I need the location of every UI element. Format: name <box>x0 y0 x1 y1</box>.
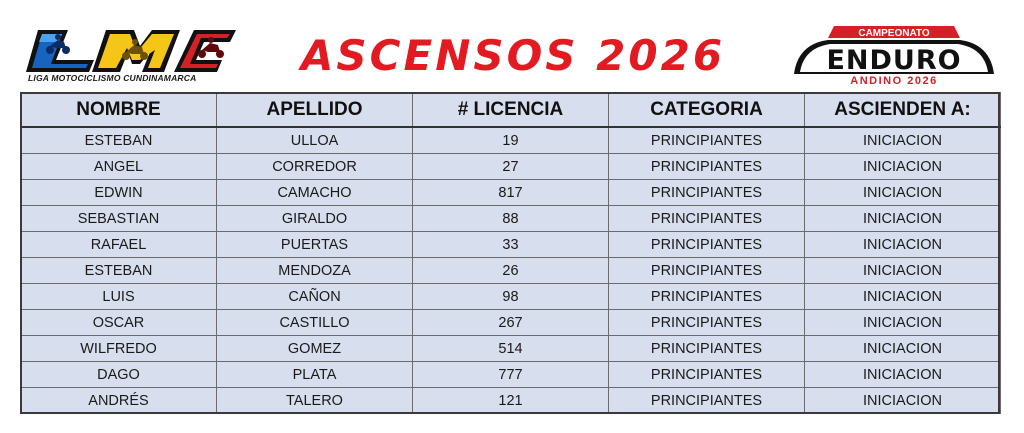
cell-nombre: RAFAEL <box>21 232 217 258</box>
cell-ascienden: INICIACION <box>805 284 1001 310</box>
cell-categoria: PRINCIPIANTES <box>609 362 805 388</box>
cell-licencia: 19 <box>413 127 609 154</box>
cell-categoria: PRINCIPIANTES <box>609 206 805 232</box>
page-title: ASCENSOS 2026 <box>300 31 726 80</box>
cell-licencia: 88 <box>413 206 609 232</box>
cell-categoria: PRINCIPIANTES <box>609 388 805 414</box>
cell-ascienden: INICIACION <box>805 258 1001 284</box>
cell-nombre: ESTEBAN <box>21 258 217 284</box>
cell-licencia: 98 <box>413 284 609 310</box>
cell-categoria: PRINCIPIANTES <box>609 127 805 154</box>
enduro-logo <box>788 24 1000 88</box>
cell-ascienden: INICIACION <box>805 154 1001 180</box>
table-row <box>21 362 1001 388</box>
cell-ascienden: INICIACION <box>805 206 1001 232</box>
cell-apellido: CAÑON <box>217 284 413 310</box>
cell-categoria: PRINCIPIANTES <box>609 180 805 206</box>
cell-categoria: PRINCIPIANTES <box>609 310 805 336</box>
cell-categoria: PRINCIPIANTES <box>609 232 805 258</box>
column-header-licencia: # LICENCIA <box>413 93 609 128</box>
cell-ascienden: INICIACION <box>805 388 1001 414</box>
cell-nombre: LUIS <box>21 284 217 310</box>
cell-ascienden: INICIACION <box>805 336 1001 362</box>
column-header-categoria: CATEGORIA <box>609 93 805 128</box>
table-row <box>21 206 1001 232</box>
cell-nombre: OSCAR <box>21 310 217 336</box>
table-row <box>21 284 1001 310</box>
cell-licencia: 267 <box>413 310 609 336</box>
cell-categoria: PRINCIPIANTES <box>609 258 805 284</box>
cell-categoria: PRINCIPIANTES <box>609 154 805 180</box>
cell-apellido: TALERO <box>217 388 413 414</box>
cell-apellido: CASTILLO <box>217 310 413 336</box>
enduro-logo-graphic <box>788 24 1000 88</box>
cell-ascienden: INICIACION <box>805 127 1001 154</box>
table-row <box>21 258 1001 284</box>
table-header-row <box>21 93 1001 128</box>
cell-ascienden: INICIACION <box>805 362 1001 388</box>
cell-nombre: ANGEL <box>21 154 217 180</box>
cell-ascienden: INICIACION <box>805 232 1001 258</box>
cell-apellido: CAMACHO <box>217 180 413 206</box>
enduro-bottom-text: ANDINO 2026 <box>850 75 938 87</box>
table-row <box>21 232 1001 258</box>
ascensos-table-container <box>20 92 1000 414</box>
table-row <box>21 180 1001 206</box>
ascensos-table <box>20 92 1001 414</box>
table-row <box>21 154 1001 180</box>
cell-licencia: 27 <box>413 154 609 180</box>
column-header-nombre: NOMBRE <box>21 93 217 128</box>
cell-apellido: PLATA <box>217 362 413 388</box>
cell-nombre: ANDRÉS <box>21 388 217 414</box>
cell-apellido: CORREDOR <box>217 154 413 180</box>
column-header-ascienden: ASCIENDEN A: <box>805 93 1001 128</box>
cell-licencia: 777 <box>413 362 609 388</box>
table-row <box>21 127 1001 154</box>
cell-nombre: DAGO <box>21 362 217 388</box>
lmc-subtitle: LIGA MOTOCICLISMO CUNDINAMARCA <box>28 73 197 83</box>
table-row <box>21 336 1001 362</box>
table-row <box>21 388 1001 414</box>
cell-ascienden: INICIACION <box>805 180 1001 206</box>
cell-apellido: MENDOZA <box>217 258 413 284</box>
cell-categoria: PRINCIPIANTES <box>609 284 805 310</box>
enduro-main-text: ENDURO <box>826 45 962 76</box>
cell-nombre: ESTEBAN <box>21 127 217 154</box>
cell-licencia: 33 <box>413 232 609 258</box>
cell-licencia: 817 <box>413 180 609 206</box>
cell-licencia: 121 <box>413 388 609 414</box>
lmc-letters-graphic <box>24 28 236 72</box>
cell-apellido: ULLOA <box>217 127 413 154</box>
enduro-top-text: CAMPEONATO <box>858 28 930 39</box>
cell-apellido: PUERTAS <box>217 232 413 258</box>
cell-nombre: EDWIN <box>21 180 217 206</box>
lmc-logo <box>24 28 236 84</box>
table-row <box>21 310 1001 336</box>
column-header-apellido: APELLIDO <box>217 93 413 128</box>
cell-nombre: WILFREDO <box>21 336 217 362</box>
cell-apellido: GOMEZ <box>217 336 413 362</box>
cell-ascienden: INICIACION <box>805 310 1001 336</box>
table-body <box>21 127 1001 414</box>
cell-licencia: 514 <box>413 336 609 362</box>
page-header <box>0 0 1024 92</box>
cell-licencia: 26 <box>413 258 609 284</box>
cell-apellido: GIRALDO <box>217 206 413 232</box>
cell-categoria: PRINCIPIANTES <box>609 336 805 362</box>
cell-nombre: SEBASTIAN <box>21 206 217 232</box>
